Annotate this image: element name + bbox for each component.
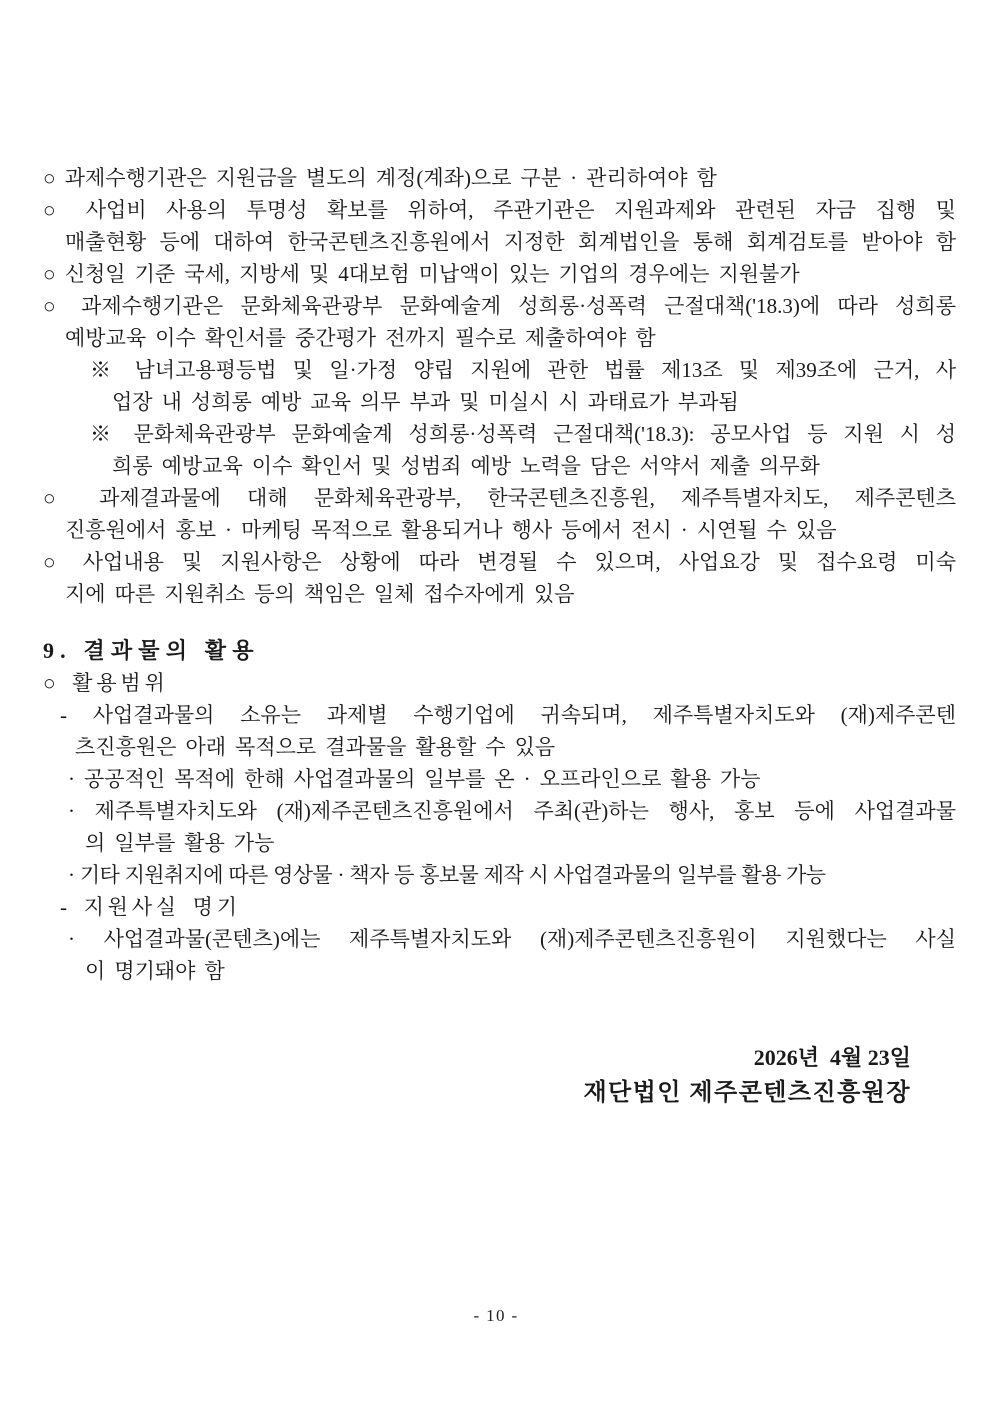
dot-item-continuation: 이 명기돼야 함	[85, 959, 225, 983]
bullet-item-continuation: 지에 따른 지원취소 등의 책임은 일체 접수자에게 있음	[65, 582, 575, 606]
dash-item: - 지원사실 명기	[60, 895, 241, 919]
dot-item: · 공공적인 목적에 한해 사업결과물의 일부를 온 · 오프라인으로 활용 가능	[68, 767, 761, 791]
signature-issuer: 재단법인 제주콘텐츠진흥원장	[583, 1080, 911, 1106]
dash-item-continuation: 츠진흥원은 아래 목적으로 결과물을 활용할 수 있음	[75, 735, 556, 759]
bullet-item: ○ 사업내용 및 지원사항은 상황에 따라 변경될 수 있으며, 사업요강 및 접수요령 미숙	[43, 550, 956, 574]
bullet-item: ○ 신청일 기준 국세, 지방세 및 4대보험 미납액이 있는 기업의 경우에는 지원불가	[43, 262, 800, 286]
bullet-item: ○ 활용범위	[43, 671, 169, 695]
note-item: ※ 남녀고용평등법 및 일·가정 양립 지원에 관한 법률 제13조 및 제39조에 근거, 사	[90, 358, 956, 382]
dot-item: · 제주특별자치도와 (재)제주콘텐츠진흥원에서 주최(관)하는 행사, 홍보 등에 사업결과물	[68, 799, 956, 823]
bullet-item-continuation: 매출현황 등에 대하여 한국콘텐츠진흥원에서 지정한 회계법인을 통해 회계검토를 받아야 함	[65, 230, 956, 254]
dot-item: · 기타 지원취지에 따른 영상물 · 책자 등 홍보물 제작 시 사업결과물의 일부를 활용 가능	[68, 863, 826, 887]
signature-block	[43, 1040, 956, 1111]
dot-item-continuation: 의 일부를 활용 가능	[85, 831, 275, 855]
bullet-item-continuation: 진흥원에서 홍보 · 마케팅 목적으로 활용되거나 행사 등에서 전시 · 시연될 수 있음	[65, 518, 837, 542]
note-item: ※ 문화체육관광부 문화예술계 성희롱·성폭력 근절대책('18.3): 공모사업 등 지원 시 성	[90, 422, 956, 446]
dash-item: - 사업결과물의 소유는 과제별 수행기업에 귀속되며, 제주특별자치도와 (재)제주콘텐	[60, 703, 956, 727]
bullet-item-continuation: 예방교육 이수 확인서를 중간평가 전까지 필수로 제출하여야 함	[65, 326, 656, 350]
bullet-item: ○ 과제수행기관은 문화체육관광부 문화예술계 성희롱·성폭력 근절대책('18.3)에 따라 성희롱	[43, 294, 956, 318]
section-heading: 9. 결과물의 활용	[43, 638, 260, 663]
page-number: - 10 -	[473, 1306, 519, 1325]
bullet-item: ○ 과제수행기관은 지원금을 별도의 계정(계좌)으로 구분 · 관리하여야 함	[43, 166, 717, 190]
document-body	[43, 162, 956, 1111]
bullet-item: ○ 사업비 사용의 투명성 확보를 위하여, 주관기관은 지원과제와 관련된 자금 집행 및	[43, 198, 956, 222]
note-item-continuation: 업장 내 성희롱 예방 교육 의무 부과 및 미실시 시 과태료가 부과됨	[112, 390, 739, 414]
note-item-continuation: 희롱 예방교육 이수 확인서 및 성범죄 예방 노력을 담은 서약서 제출 의무화	[112, 454, 820, 478]
signature-date: 2026년 4월 23일	[753, 1045, 911, 1070]
dot-item: · 사업결과물(콘텐츠)에는 제주특별자치도와 (재)제주콘텐츠진흥원이 지원했다는 사실	[68, 927, 956, 951]
bullet-item: ○ 과제결과물에 대해 문화체육관광부, 한국콘텐츠진흥원, 제주특별자치도, 제주콘텐츠	[43, 486, 956, 510]
